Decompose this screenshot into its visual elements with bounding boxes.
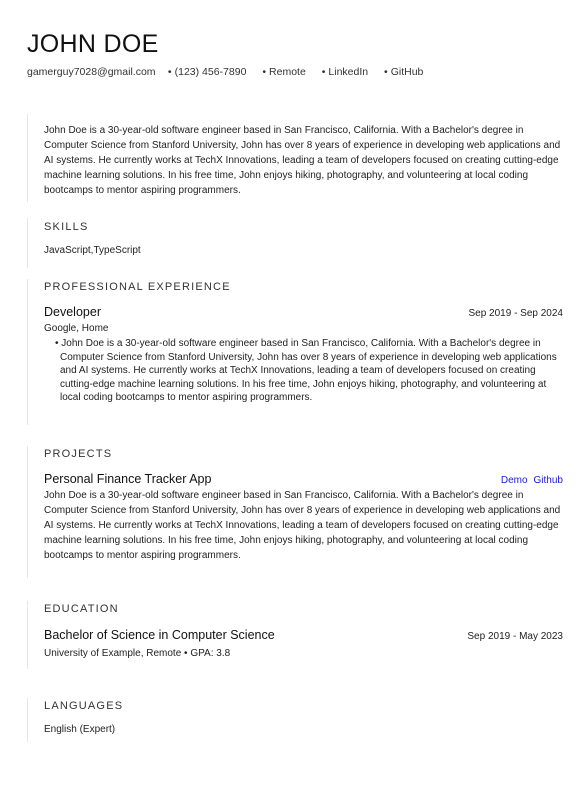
github-link[interactable]: GitHub [390,66,424,78]
project-description: John Doe is a 30-year-old software engineer based in San Francisco, California. With a Bachelor's degree in Computer Science from Stanford University, John has over 8 years of experience in developing web applications and AI systems. He currently works at TechX Innovations, leading a team of developers focused on creating cutting-edge machine learning solutions. In his free time, John enjoys hiking, photography, and volunteering at local coding bootcamps to mentor aspiring programmers. [44,490,561,561]
email-link[interactable]: gamerguy7028@gmail.com [27,66,156,78]
phone-text: (123) 456-7890 [174,66,247,78]
education-row [44,628,563,642]
location-text: Remote [269,66,306,78]
education-details: University of Example, Remote • GPA: 3.8 [44,648,231,659]
education-dates: Sep 2019 - May 2023 [467,631,563,642]
bullet-separator: • [167,66,172,78]
experience-section [27,279,564,425]
bullet-separator: • [262,66,267,78]
experience-row [44,305,563,319]
resume-header [27,28,159,60]
summary-text: John Doe is a 30-year-old software engineer based in San Francisco, California. With a Bachelor's degree in Computer Science from Stanford University, John has over 8 years of experience in developing web applications and AI systems. He currently works at TechX Innovations, leading a team of developers focused on creating cutting-edge machine learning solutions. In his free time, John enjoys hiking, photography, and volunteering at local coding bootcamps to mentor aspiring programmers. [44,125,561,196]
skills-title: SKILLS [44,221,89,233]
bullet-separator: • [384,66,388,78]
project-row [44,472,563,486]
projects-section [27,446,564,578]
summary-section [27,114,564,202]
demo-link[interactable]: Demo [500,475,528,486]
experience-title: PROFESSIONAL EXPERIENCE [44,281,231,293]
languages-section [27,698,564,742]
skills-section [27,218,564,268]
languages-text: English (Expert) [44,724,116,735]
projects-title: PROJECTS [44,448,113,460]
job-dates: Sep 2019 - Sep 2024 [468,308,563,319]
job-bullet: • John Doe is a 30-year-old software engineer based in San Francisco, California. With a Bachelor's degree in Computer Science from Stanford University, John has over 8 years of experience in developing web applications and AI systems. He currently works at TechX Innovations, leading a team of developers focused on creating cutting-edge machine learning solutions. In his free time, John enjoys hiking, photography, and volunteering at local coding bootcamps to mentor aspiring programmers. [55,338,557,403]
github-project-link[interactable]: Github [533,475,563,486]
education-section [27,601,564,669]
skills-text: JavaScript,TypeScript [44,245,141,256]
job-role: Developer [44,305,101,319]
linkedin-link[interactable]: LinkedIn [328,66,369,78]
project-name: Personal Finance Tracker App [44,472,212,486]
education-title: EDUCATION [44,603,119,615]
degree-name: Bachelor of Science in Computer Science [44,628,275,642]
bullet-separator: • [321,66,326,78]
languages-title: LANGUAGES [44,700,124,712]
candidate-name: JOHN DOE [27,30,159,58]
job-company: Google, Home [44,323,109,334]
contact-line [27,66,436,78]
project-links [495,475,563,486]
